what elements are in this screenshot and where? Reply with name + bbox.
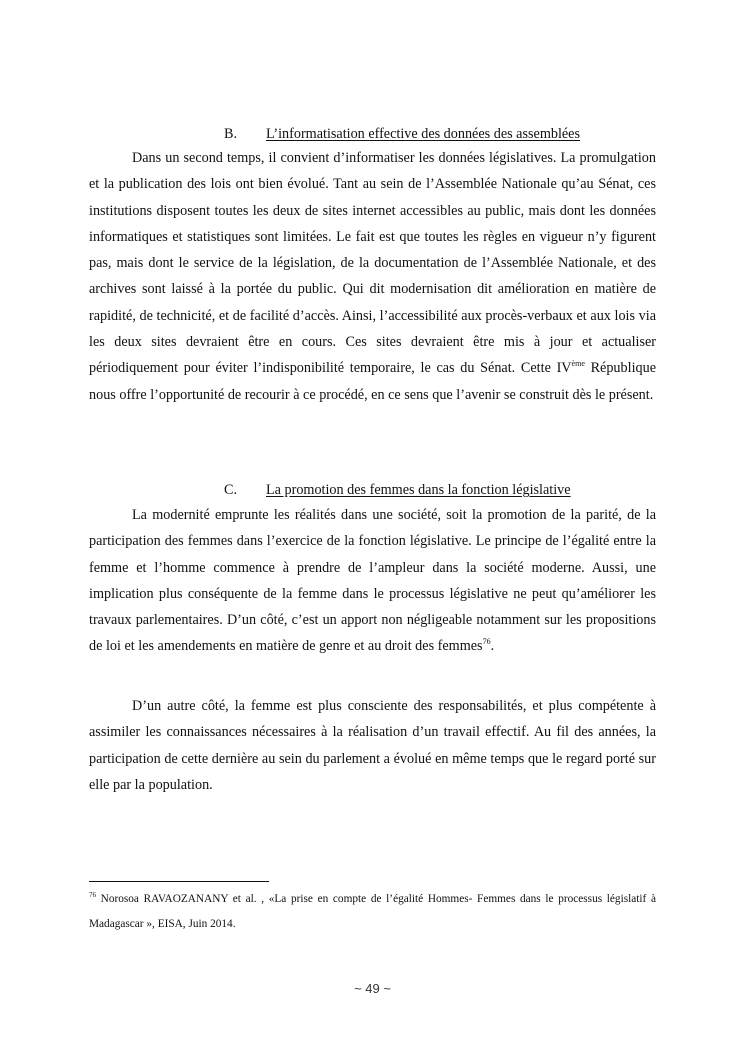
section-b-letter: B. [224, 126, 238, 142]
footnote-text: Norosoa RAVAOZANANY et al. , «La prise en compte de l’égalité Hommes- Femmes dans le processus législatif à Madagascar », EISA, Juin 2014. [89, 893, 656, 930]
section-c-paragraph-1-text: La modernité emprunte les réalités dans une société, soit la promotion de la parité, de la participation des femmes dans l’exercice de la fonction législative. Le principe de l’égalité entre la femme et l’homme commence à prendre de l’ampleur dans la société moderne. Aussi, une implication plus conséquente de la femme dans le processus législative ne peut qu’améliorer les travaux parlementaires. D’un côté, c’est un apport non négligeable notamment sur les propositions de loi et les amendements en matière de genre et au droit des femmes [89, 507, 656, 655]
section-b-paragraph [89, 145, 656, 408]
footnote-separator [89, 881, 269, 882]
section-b-heading [224, 125, 580, 143]
section-c-paragraph-2-text: D’un autre côté, la femme est plus consciente des responsabilités, et plus compétente à assimiler les connaissances nécessaires à la réalisation d’un travail effectif. Au fil des années, la participation de cette dernière au sein du parlement a évolué en même temps que le regard porté sur elle par la population. [89, 698, 656, 793]
section-c-title: La promotion des femmes dans la fonction législative [266, 482, 571, 498]
footnote-ref-76[interactable]: 76 [482, 637, 491, 647]
section-c-paragraph-1-end: . [490, 638, 495, 655]
footnote-76 [89, 887, 656, 937]
section-b-paragraph-text-end: République nous offre l’opportunité de recourir à ce procédé, en ce sens que l’avenir se construit dès le présent. [89, 360, 656, 403]
section-b-title: L’informatisation effective des données des assemblées [266, 126, 581, 142]
footnote-number: 76 [89, 891, 96, 899]
section-b-paragraph-text: Dans un second temps, il convient d’informatiser les données législatives. La promulgation et la publication des lois ont bien évolué. Tant au sein de l’Assemblée Nationale qu’au Sénat, ces institutions disposent toutes les deux de sites internet accessibles au public, mais dont les données informatiques et statistiques sont limitées. Le fait est que toutes les règles en vigueur n’y figurent pas, mais dont le service de la législation, de la documentation de l’Assemblée Nationale, et des archives sont laissé à la portée du public. Qui dit modernisation dit amélioration en matière de rapidité, de technicité, et de facilité d’accès. Ainsi, l’accessibilité aux procès-verbaux et aux lois via les deux sites devraient être en cours. Ces sites devraient être mis à jour et actualiser périodiquement pour éviter l’indisponibilité temporaire, le cas du Sénat. Cette IV [89, 150, 656, 377]
section-c-paragraph-1 [89, 502, 656, 660]
superscript-eme: ème [571, 359, 585, 369]
section-c-letter: C. [224, 482, 238, 498]
page-number: ~ 49 ~ [354, 981, 391, 996]
document-page [89, 0, 656, 1053]
section-c-heading [224, 481, 571, 499]
section-c-paragraph-2 [89, 693, 656, 798]
